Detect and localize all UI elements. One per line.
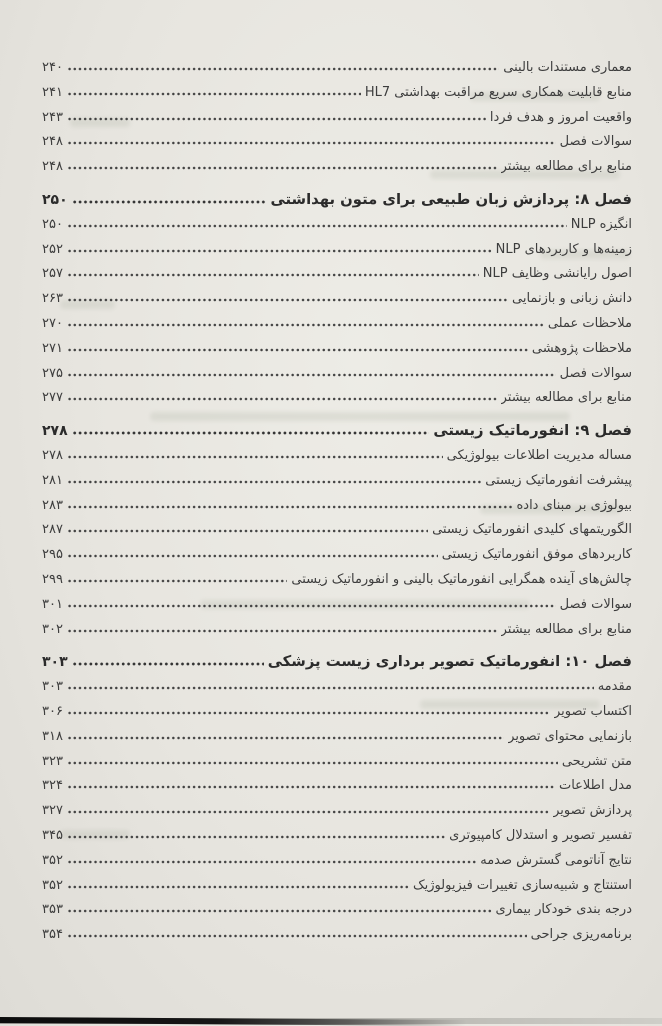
toc-section [42,650,632,948]
entry-title: منابع برای مطالعه بیشتر [500,621,632,637]
page-number: ۳۰۳ [42,654,68,671]
toc-entry [42,874,632,899]
toc-entry [42,444,632,469]
toc-entry [42,469,632,494]
toc-entry [42,568,632,593]
page-number: ۲۵۲ [42,241,63,257]
entry-title: سوالات فصل [559,365,632,381]
dotted-leader [67,835,445,839]
toc-entry [42,593,632,618]
toc-entry [42,675,632,700]
toc-entry [42,543,632,568]
dotted-leader [67,785,555,789]
dotted-leader [67,810,549,814]
page-number: ۲۷۵ [42,365,63,381]
toc-entry [42,923,632,948]
page-number: ۲۷۸ [42,447,63,463]
page-number: ۳۲۳ [42,753,63,769]
dotted-leader [67,141,556,145]
toc-section [42,419,632,642]
toc-entry [42,106,632,131]
entry-title: فصل ۱۰: انفورماتیک تصویر برداری زیست پزشکی [267,653,632,671]
page-number: ۲۸۳ [42,497,63,513]
entry-title: منابع برای مطالعه بیشتر [500,390,632,406]
dotted-leader [67,554,438,558]
toc-entry [42,56,632,81]
page-number: ۲۴۸ [42,134,63,150]
dotted-leader [67,323,544,327]
toc-entry [42,898,632,923]
entry-title: فصل ۸: پردازش زبان طبیعی برای متون بهداشتی [270,190,632,208]
entry-title: درجه بندی خودکار بیماری [495,902,632,918]
dotted-leader [67,529,428,533]
entry-title: سوالات فصل [559,134,632,150]
toc-entry [42,337,632,362]
entry-title: پردازش تصویر [553,803,632,819]
entry-title: پیشرفت انفورماتیک زیستی [485,472,632,488]
toc-entry [42,287,632,312]
entry-title: سوالات فصل [559,596,632,612]
entry-title: ملاحظات پژوهشی [531,340,632,356]
toc-entry [42,362,632,387]
page-number: ۲۴۸ [42,159,63,175]
toc-entry [42,849,632,874]
dotted-leader [67,298,508,302]
entry-title: کاربردهای موفق انفورماتیک زیستی [441,547,632,563]
dotted-leader [67,92,361,96]
dotted-leader [67,273,479,277]
entry-title: متن تشریحی [561,753,632,769]
table-of-contents [42,56,632,948]
page-number: ۲۷۷ [42,390,63,406]
page-number: ۳۲۴ [42,778,63,794]
entry-title: فصل ۹: انفورماتیک زیستی [433,422,632,440]
dotted-leader [72,662,264,666]
page-number: ۲۵۷ [42,266,63,282]
dotted-leader [67,397,497,401]
page-number: ۳۲۷ [42,803,63,819]
dotted-leader [67,373,556,377]
dotted-leader [67,604,556,608]
toc-entry [42,130,632,155]
page-number: ۳۵۲ [42,852,63,868]
toc-entry [42,81,632,106]
toc-entry [42,774,632,799]
dotted-leader [67,934,527,938]
entry-title: دانش زبانی و بازنمایی [512,291,632,307]
dotted-leader [67,736,504,740]
entry-title: مدل اطلاعات [558,778,632,794]
toc-entry [42,494,632,519]
entry-title: بیولوژی بر مبنای داده [516,497,632,513]
toc-entry [42,238,632,263]
toc-entry [42,518,632,543]
entry-title: نتایج آناتومی گسترش صدمه [480,852,632,868]
entry-title: مساله مدیریت اطلاعات بیولوژیکی [446,447,632,463]
entry-title: مقدمه [597,679,632,695]
page-number: ۲۷۱ [42,340,63,356]
page-number: ۳۵۴ [42,927,63,943]
page-number: ۲۴۰ [42,60,63,75]
toc-entry [42,824,632,849]
page-number: ۲۶۳ [42,291,63,307]
entry-title: استنتاج و شبیه‌سازی تغییرات فیزیولوژیک [412,877,632,893]
toc-entry [42,312,632,337]
toc-chapter-heading [42,188,632,213]
entry-title: الگوریتمهای کلیدی انفورماتیک زیستی [432,522,632,538]
page-number: ۳۵۳ [42,902,63,918]
page-number: ۳۵۲ [42,877,63,893]
entry-title: منابع قابلیت همکاری سریع مراقبت بهداشتی HL7 [364,84,632,100]
page-number: ۲۵۰ [42,216,63,232]
page-number: ۳۰۲ [42,621,63,637]
page-number: ۲۹۵ [42,547,63,563]
entry-title: چالش‌های آینده همگرایی انفورماتیک بالینی و انفورماتیک زیستی [291,571,632,587]
toc-entry [42,618,632,643]
toc-section [42,188,632,411]
toc-entry [42,213,632,238]
page-number: ۲۵۰ [42,191,68,208]
dotted-leader [67,686,594,690]
entry-title: واقعیت امروز و هدف فردا [489,109,632,125]
dotted-leader [67,117,486,121]
page-number: ۳۰۶ [42,703,63,719]
toc-entry [42,262,632,287]
dotted-leader [67,761,558,765]
toc-entry [42,725,632,750]
page-number: ۲۷۸ [42,423,68,440]
entry-title: معماری مستندات بالینی [503,60,632,75]
dotted-leader [67,711,550,715]
entry-title: تفسیر تصویر و استدلال کامپیوتری [449,827,632,843]
entry-title: بازنمایی محتوای تصویر [508,728,632,744]
entry-title: اصول رایانشی وظایف NLP [482,266,632,282]
toc-entry [42,750,632,775]
page-number: ۳۱۸ [42,728,63,744]
dotted-leader [67,505,513,509]
page-number: ۲۸۷ [42,522,63,538]
toc-entry [42,386,632,411]
page-number: ۲۴۳ [42,109,63,125]
dotted-leader [67,860,476,864]
page-number: ۳۰۱ [42,596,63,612]
entry-title: منابع برای مطالعه بیشتر [500,159,632,175]
dotted-leader [67,67,499,71]
entry-title: انگیزه NLP [570,216,632,232]
entry-title: ملاحظات عملی [547,315,632,331]
toc-entry [42,700,632,725]
dotted-leader [67,166,497,170]
entry-title: زمینه‌ها و کاربردهای NLP [495,241,632,257]
toc-chapter-heading [42,419,632,444]
dotted-leader [67,455,443,459]
page-number: ۲۸۱ [42,472,63,488]
dotted-leader [72,431,430,435]
dotted-leader [72,200,267,204]
toc-chapter-heading [42,650,632,675]
page-number: ۲۹۹ [42,571,63,587]
page-number: ۲۷۰ [42,315,63,331]
dotted-leader [67,629,497,633]
dotted-leader [67,224,567,228]
page-number: ۲۴۱ [42,84,63,100]
toc-entry [42,799,632,824]
toc-entry [42,155,632,180]
dotted-leader [67,480,481,484]
entry-title: اکتساب تصویر [553,703,632,719]
dotted-leader [67,885,409,889]
entry-title: برنامه‌ریزی جراحی [530,927,632,943]
toc-section [42,56,632,180]
dotted-leader [67,249,492,253]
page-number: ۳۴۵ [42,827,63,843]
dotted-leader [67,909,492,913]
dotted-leader [67,348,528,352]
dotted-leader [67,579,287,583]
page-number: ۳۰۳ [42,679,63,695]
